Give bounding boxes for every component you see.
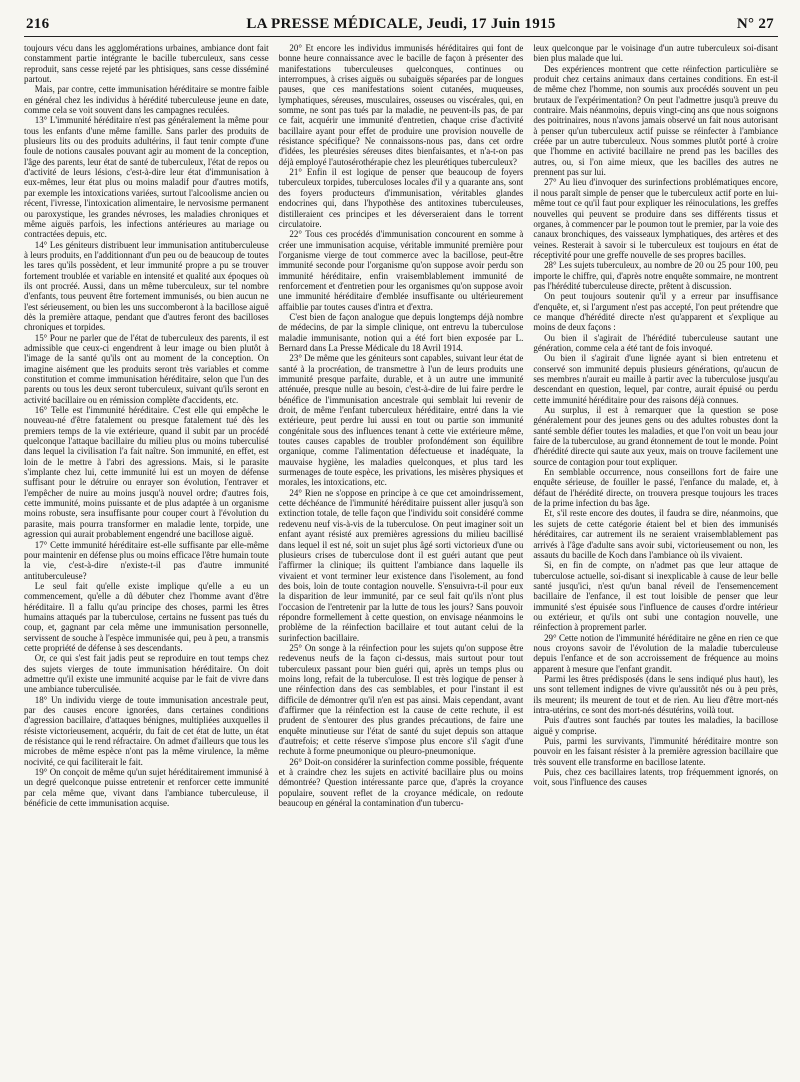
paragraph: On peut toujours soutenir qu'il y a erreur par insuffisance d'enquête, et, si l'argument n'est pas accepté, l'on peut prétendre que ce manque d'hérédité directe n'est qu'apparent et s'explique au moins de deux façons : bbox=[533, 291, 778, 333]
page-header bbox=[24, 14, 778, 37]
paragraph: Or, ce qui s'est fait jadis peut se reproduire en tout temps chez des sujets vierges de toute immunisation héréditaire. On doit admettre qu'il existe une immunité acquise par le fait de vivre dans une ambiance tuberculisée. bbox=[24, 653, 269, 695]
paragraph: Si, en fin de compte, on n'admet pas que leur attaque de tuberculose actuelle, soi-disant si inexplicable à cause de leur belle santé jusqu'ici, n'est qu'un banal réveil de l'ensemencement bacillaire de l'enfance, il est tout loisible de penser que leur immunité s'est épuisée sous l'influence de causes d'ordre intérieur ou extérieur, et qu'ils ont subi une contagion nouvelle, une réinfection à proprement parler. bbox=[533, 560, 778, 633]
paragraph: Ou bien il s'agirait de l'hérédité tuberculeuse sautant une génération, comme cela a été tant de fois invoqué. bbox=[533, 332, 778, 353]
paragraph: 14° Les géniteurs distribuent leur immunisation antituberculeuse à leurs produits, en l'additionnant d'un peu ou de beaucoup de toutes les tares qu'ils possèdent, et leur immunité propre a pu se trouver fortement troublée et variable en intensité et qualité aux époques où ils ont procréé. Aussi, dans un même tuberculeux, sur tel nombre d'enfants, tous peuvent être fortement immunisés, ou bien aucun ne l'est sérieusement, ou bien les uns succomberont à la bacillose aiguë dès la première attaque, pendant que d'autres feront des bacilloses chroniques et torpides. bbox=[24, 239, 269, 333]
paragraph: 23° De même que les géniteurs sont capables, suivant leur état de santé à la procréation, de transmettre à l'un de leurs produits une immunité presque parfaite, durable, et à un autre une immunité atténuée, presque nulle au besoin, c'est-à-dire de lui faire perdre le bénéfice de l'immunisation ancestrale qui semblait lui revenir de droit, de même l'enfant tuberculeux héréditaire, entré dans la vie extérieure, peut perdre lui aussi en tout ou partie son immunité congénitale sous des influences tenant à cette vie extérieure même, toutes causes capables de troubler profondément son équilibre organique, comme l'alimentation défectueuse et inadéquate, la mauvaise hygiène, les maladies quelconques, et plus tard les surmenages de toute espèce, les privations, les misères physiques et morales, les intoxications, etc. bbox=[278, 353, 524, 488]
paragraph: 13° L'immunité héréditaire n'est pas généralement la même pour tous les enfants d'une même famille. Sans parler des produits de plusieurs lits ou des produits adultérins, il faut tenir compte d'une foule de notions causales pouvant agir au moment de la conception, l'âge des parents, leur état de santé de tuberculeux, l'état de repos ou d'activité de leurs lésions, c'est-à-dire leur état d'immunisation à eux-mêmes, leur état plus ou moins maladif pour d'autres motifs, par exemple les intoxications variées, surtout l'alcoolisme ancien ou récent, l'ivresse, l'intoxication alimentaire, le nervosisme permanent ou paroxystique, les grandes névroses, les maladies chroniques et même aiguës parfois, les infections antérieures au mariage ou contractées depuis, etc. bbox=[24, 115, 269, 240]
paragraph: Puis d'autres sont fauchés par toutes les maladies, la bacillose aiguë y comprise. bbox=[533, 715, 778, 736]
paragraph: 19° On conçoit de même qu'un sujet héréditairement immunisé à un degré quelconque puisse entretenir et renforcer cette immunité par cela même que, vivant dans l'ambiance tuberculeuse, il bénéficie de cette immunisation acquise. bbox=[24, 767, 269, 809]
paragraph: Puis, parmi les survivants, l'immunité héréditaire montre son pouvoir en les faisant résister à la première agression bacillaire que très souvent elle transforme en bacillose latente. bbox=[533, 736, 778, 767]
journal-title: LA PRESSE MÉDICALE, Jeudi, 17 Juin 1915 bbox=[246, 16, 556, 32]
paragraph: 27° Au lieu d'invoquer des surinfections problématiques encore, il nous paraît simple de penser que le tuberculeux actif porte en lui-même tout ce qu'il faut pour expliquer les réinoculations, les greffes nouvelles qui peuvent se produire dans ses différents tissus et organes, à commencer par le poumon tout le premier, par la voie des canaux bronchiques, des vaisseaux lymphatiques, des artères et des veines. Resterait à savoir si le tuberculeux est toujours en état de réceptivité pour une greffe nouvelle de ses propres bacilles. bbox=[533, 177, 778, 260]
column-middle bbox=[279, 43, 524, 1073]
paragraph: En semblable occurrence, nous conseillons fort de faire une enquête sérieuse, de fouiller le passé, l'enfance du malade, et, à défaut de l'hérédité directe, on trouvera presque toujours les traces de la prime infection du bas âge. bbox=[533, 467, 778, 509]
column-left bbox=[24, 43, 269, 1073]
paragraph: 28° Les sujets tuberculeux, au nombre de 20 ou 25 pour 100, peu importe le chiffre, qui, d'après notre enquête sommaire, ne montrent pas l'hérédité tuberculeuse directe, prêtent à discussion. bbox=[533, 260, 778, 291]
paragraph: 17° Cette immunité héréditaire est-elle suffisante par elle-même pour maintenir en défense plus ou moins efficace l'être humain toute la vie, c'est-à-dire n'existe-t-il pas d'autre immunité antituberculeuse? bbox=[24, 539, 269, 581]
paragraph: Le seul fait qu'elle existe implique qu'elle a eu un commencement, qu'elle a dû débuter chez l'homme avant d'être héréditaire. Il a fallu qu'au principe des choses, parmi les êtres humains attaqués par la tuberculose, certains ne fussent pas tués du coup, et, gagnant par cela même une immunisation personnelle, servissent de souche à l'espèce immunisée qui, peu à peu, a transmis cette propriété de défense à ses descendants. bbox=[24, 580, 269, 653]
paragraph: 26° Doit-on considérer la surinfection comme possible, fréquente et à craindre chez les sujets en activité bacillaire plus ou moins démontrée? Question intéressante parce que, d'après la croyance populaire, souvent reflet de la croyance médicale, on redoute beaucoup en général la contamination d'un tubercu- bbox=[278, 756, 524, 809]
issue-number: N° 27 bbox=[736, 16, 774, 32]
paragraph: C'est bien de façon analogue que depuis longtemps déjà nombre de médecins, de par la simple clinique, ont entrevu la tuberculose maladie immunisante, notion qui a été fort bien exposée par L. Bernard dans La Presse Médicale du 18 Avril 1914. bbox=[278, 311, 524, 353]
paragraph: 29° Cette notion de l'immunité héréditaire ne gêne en rien ce que nous croyons savoir de l'évolution de la maladie tuberculeuse depuis l'enfance et de son accroissement de fréquence au moins apparent à mesure que l'enfant grandit. bbox=[533, 632, 778, 674]
paragraph: 22° Tous ces procédés d'immunisation concourent en somme à créer une immunisation acquise, véritable immunité première pour l'organisme vierge de tout commerce avec la bacillose, peut-être immunité seconde pour l'organisme qu'on suppose avoir perdu son immunité héréditaire, enfin vraisemblablement immunité de renforcement et d'entretien pour les organismes qu'on suppose avoir une immunité héréditaire d'emblée insuffisante ou ultérieurement affaiblie par toutes causes d'intra et d'extra. bbox=[278, 229, 524, 312]
text-columns bbox=[24, 43, 778, 1073]
paragraph: leux quelconque par le voisinage d'un autre tuberculeux soi-disant bien plus malade que lui. bbox=[533, 43, 778, 64]
paragraph: Et, s'il reste encore des doutes, il faudra se dire, néanmoins, que les sujets de cette catégorie étaient bel et bien des immunisés héréditaires, car autrement ils ne seraient vraisemblablement pas arrivés à l'âge d'adulte sans avoir subi, victorieusement ou non, les assauts du bacille de Koch dans l'ambiance où ils vivaient. bbox=[533, 508, 778, 560]
paragraph: 24° Rien ne s'oppose en principe à ce que cet amoindrissement, cette déchéance de l'immunité héréditaire puissent aller jusqu'à son extinction totale, de telle façon que l'individu soit considéré comme redevenu neuf vis-à-vis de la tuberculose. On peut imaginer soit un enfant ayant résisté aux premières agressions du milieu bacillisé dans lequel il est né, soit un sujet plus âgé sorti victorieux d'une ou plusieurs crises de tuberculose dont il est guéri autant que peut l'affirmer la clinique; ils quittent l'ambiance dans laquelle ils vivaient et vont terminer leur existence dans l'isolement, au fond des bois, loin de toute contagion nouvelle. S'ensuivra-t-il pour eux la disparition de leur immunité, par ce seul fait qu'ils n'ont plus l'occasion de l'entretenir par la lutte de tous les jours? Sans pouvoir répondre formellement à cette question, on envisage néanmoins le problème de la réinfection bacillaire et tout autant celui de la surinfection bacillaire. bbox=[278, 487, 524, 643]
column-right bbox=[533, 43, 778, 1073]
page-number: 216 bbox=[26, 16, 50, 32]
paragraph: 25° On songe à la réinfection pour les sujets qu'on suppose être redevenus neufs de la façon ci-dessus, mais surtout pour tout tuberculeux passant pour bien guéri qui, après un temps plus ou moins long, refait de la tuberculose. Il est très logique de penser à une réinfection dans des cas semblables, et pour l'instant il est difficile de démontrer qu'il n'en est pas ainsi. Mais cependant, avant d'affirmer que la réinfection est la cause de cette rechute, il est prudent de s'entourer des plus grandes précautions, de faire une enquête minutieuse sur l'état de santé du sujet depuis son attaque d'autrefois; et cette réserve s'impose plus encore s'il s'agit d'une rechute à forme pneumonique ou pleuro-pneumonique. bbox=[278, 642, 524, 757]
paragraph: Mais, par contre, cette immunisation héréditaire se montre faible en général chez les individus à hérédité tuberculeuse jeune en date, comme cela se voit souvent dans les campagnes reculées. bbox=[24, 84, 269, 116]
paragraph: Parmi les êtres prédisposés (dans le sens indiqué plus haut), les uns sont tellement indignes de vivre qu'aussitôt nés ou à peu près, ils meurent; ils meurent de tout et de rien. Au lieu d'être mort-nés intra-utérins, ce sont des mort-nés désutérins, voilà tout. bbox=[533, 673, 778, 715]
paragraph: Puis, chez ces bacillaires latents, trop fréquemment ignorés, on voit, sous l'influence des causes bbox=[533, 767, 778, 788]
paragraph: 15° Pour ne parler que de l'état de tuberculeux des parents, il est admissible que ceux-ci engendrent à leur image ou bien plutôt à l'image de la santé qu'ils ont au moment de la conception. On imagine aisément que les produits seront très variables et comme constitution et comme immunisation héréditaire, selon que l'un des parents ou tous les deux seront tuberculeux, suivant qu'ils seront en activité bacillaire ou en rémission complète d'accidents, etc. bbox=[24, 332, 269, 405]
paragraph: 16° Telle est l'immunité héréditaire. C'est elle qui empêche le nouveau-né d'être fatalement ou presque fatalement tué dès les premiers temps de la vie extérieure, quand il subit par un procédé quelconque l'attaque bacillaire du milieu plus ou moins tuberculisé dans lequel la civilisation l'a fait naître. Son immunité, en effet, est loin de le mettre à l'abri des agressions. Mais, si le parasite s'implante chez lui, cette immunité lui est un moyen de défense suffisant pour le détruire ou enrayer son évolution, l'entraver et l'empêcher de nuire au moins jusqu'à nouvel ordre; d'autres fois, cette immunité, moins puissante et de plus adaptée à un organisme moins robuste, sera insuffisante pour couper court à l'évolution du parasite, mais pourra transformer en maladie lente, torpide, une agression qui aurait probablement engendré une bacillose aiguë. bbox=[24, 405, 269, 540]
paragraph: 18° Un individu vierge de toute immunisation ancestrale peut, par des causes encore ignorées, dans certaines conditions d'agression bacillaire, d'attaques bénignes, multipliées auxquelles il résiste victorieusement, acquérir, du fait de cet état de lutte, un état de résistance qui le rend réfractaire. On admet d'ailleurs que tous les microbes de même espèce n'ont pas la même virulence, la même nocivité, ce qui faciliterait le fait. bbox=[24, 694, 269, 767]
paragraph: 20° Et encore les individus immunisés héréditaires qui font de bonne heure connaissance avec le bacille de façon à présenter des manifestations tuberculeuses quelconques, continues ou interrompues, à crises aiguës ou subaiguës séparées par de longues pauses, que ces manifestations soient cutanées, muqueuses, lymphatiques, séreuses, musculaires, osseuses ou viscérales, qui, en somme, ne sont pas tués par la maladie, ne peuvent-ils pas, de par ce fait, acquérir une immunité d'entretien, chaque crise d'activité bacillaire ayant pour effet de produire une provision nouvelle de résistance spécifique? Ne connaissons-nous pas, dans cet ordre d'idées, les pleurésies séreuses dites bienfaisantes, et n'a-t-on pas déjà employé l'autosérothérapie chez les pleurétiques tuberculeux? bbox=[278, 43, 524, 167]
paragraph: 21° Enfin il est logique de penser que beaucoup de foyers tuberculeux torpides, tuberculoses locales d'il y a quarante ans, sont des foyers producteurs d'immunisation, véritables glandes endocrines qui, dans l'hypothèse des antitoxines tuberculeuses, distilleraient ces principes et les déverseraient dans le torrent circulatoire. bbox=[278, 167, 524, 229]
paragraph: Ou bien il s'agirait d'une lignée ayant si bien entretenu et conservé son immunité depuis plusieurs générations, qu'aucun de ses membres n'aurait eu maille à partir avec la tuberculose jusqu'au descendant en question, lequel, par contre, aurait épuisé ou perdu cette immunité héréditaire pour des raisons déjà connues. bbox=[533, 353, 778, 405]
paragraph: toujours vécu dans les agglomérations urbaines, ambiance dont fait constamment partie intégrante le bacille tuberculeux, sans cesse reproduit, sans cesse rejeté par les phtisiques, sans cesse disséminé partout. bbox=[24, 43, 269, 85]
paragraph: Au surplus, il est à remarquer que la question se pose généralement pour des jeunes gens ou des adultes robustes dont la santé semble défier toutes les maladies, et que l'on voit un beau jour faire de la tuberculose, au grand étonnement de tout le monde. Point d'hérédité directe qui saute aux yeux, mais on trouve facilement une source de contagion pour tout expliquer. bbox=[533, 405, 778, 467]
paragraph: Des expériences montrent que cette réinfection particulière se produit chez certains animaux dans certaines conditions. En est-il de même chez l'homme, non soumis aux procédés souvent un peu brutaux de l'expérimentation? On peut l'admettre jusqu'à preuve du contraire. Mais néanmoins, depuis vingt-cinq ans que nous soignons des poitrinaires, nous n'avons jamais observé un fait nous autorisant à penser qu'un tuberculeux actif puisse se réinfecter à l'ambiance créée par un autre tuberculeux. Nous sommes plutôt porté à croire que l'homme en activité bacillaire ne prend pas les bacilles des autres, ou, si l'on aime mieux, que les bacilles des autres ne prennent pas sur lui. bbox=[533, 63, 778, 178]
